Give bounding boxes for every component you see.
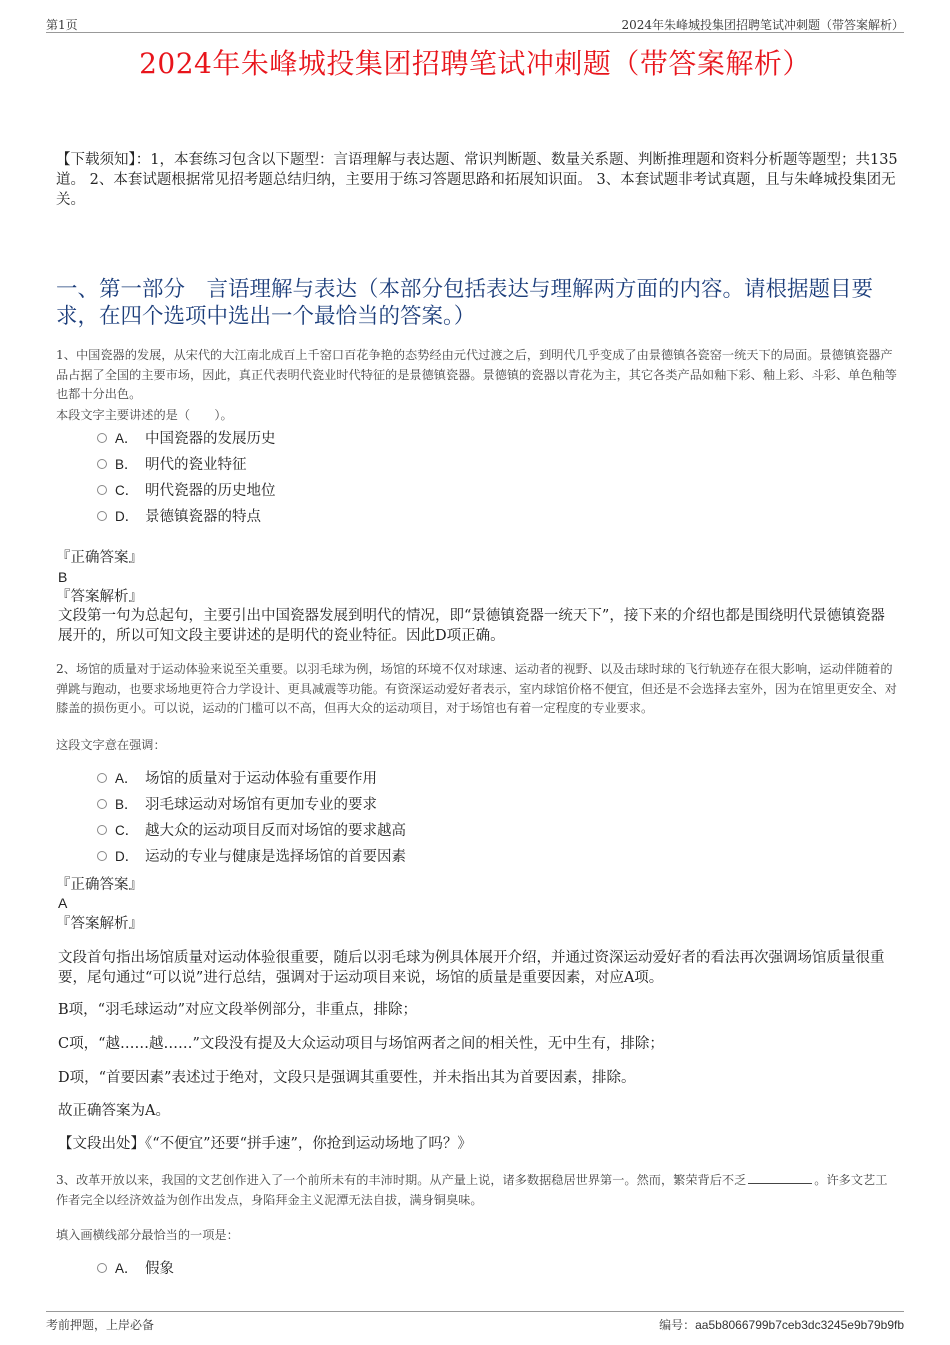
q3-stem: 3、改革开放以来，我国的文艺创作进入了一个前所未有的丰沛时期。从产量上说，诸多数据稳居世界第一。然而，繁荣背后不乏 。许多文艺工作者完全以经济效益为创作出发点，身陷拜金主义泥潭无法自拔，满身铜臭味。 [56, 1173, 888, 1207]
page-title: 2024年朱峰城投集团招聘笔试冲刺题（带答案解析） [139, 47, 811, 80]
q2-analysis-para: 故正确答案为A。 [58, 1103, 170, 1119]
radio-icon[interactable] [97, 459, 107, 469]
q1-option-d[interactable]: D． 景德镇瓷器的特点 [97, 507, 261, 527]
radio-icon[interactable] [97, 825, 107, 835]
q1-answer: B [58, 569, 68, 585]
q2-correct-label: 『正确答案』 [56, 877, 143, 893]
section-title: 一、第一部分 言语理解与表达（本部分包括表达与理解两方面的内容。请根据题目要求，在四个选项中选出一个最恰当的答案。） [56, 277, 874, 329]
q2-answer: A [58, 895, 68, 911]
q1-prompt: 本段文字主要讲述的是（ ）。 [56, 408, 233, 422]
download-notice: 【下载须知】：1，本套练习包含以下题型：言语理解与表达题、常识判断题、数量关系题、判断推理题和资料分析题等题型；共135道。 2、本套试题根据常见招考题总结归纳，主要用于练习答题思路和拓展知识面。 3、本套试题非考试真题，且与朱峰城投集团无关。 [56, 152, 898, 208]
radio-icon[interactable] [97, 799, 107, 809]
header-doc-title: 2024年朱峰城投集团招聘笔试冲刺题（带答案解析） [621, 18, 904, 32]
q2-option-c[interactable]: C． 越大众的运动项目反而对场馆的要求越高 [97, 821, 406, 841]
q1-option-c[interactable]: C． 明代瓷器的历史地位 [97, 481, 276, 501]
q1-analysis: 文段第一句为总起句，主要引出中国瓷器发展到明代的情况，即“景德镇瓷器一统天下”，接下来的介绍也都是围绕明代景德镇瓷器展开的，所以可知文段主要讲述的是明代的瓷业特征。因此D项正确。 [58, 608, 885, 644]
q2-analysis-para: B项，“羽毛球运动”对应文段举例部分，非重点，排除； [58, 1002, 417, 1018]
q3-option-a[interactable]: A． 假象 [97, 1259, 174, 1279]
q2-analysis-label: 『答案解析』 [56, 916, 143, 932]
radio-icon[interactable] [97, 851, 107, 861]
q1-stem: 1、中国瓷器的发展，从宋代的大江南北成百上千窑口百花争艳的态势经由元代过渡之后，到明代几乎变成了由景德镇各瓷窑一统天下的局面。景德镇瓷器产品占据了全国的主要市场，因此，真正代表明代瓷业时代特征的是景德镇瓷器。景德镇的瓷器以青花为主，其它各类产品如釉下彩、釉上彩、斗彩、单色釉等也都十分出色。 [56, 348, 897, 401]
radio-icon[interactable] [97, 485, 107, 495]
footer-code: 编号：aa5b8066799b7ceb3dc3245e9b79b9fb [659, 1318, 904, 1332]
q2-option-a[interactable]: A． 场馆的质量对于运动体验有重要作用 [97, 769, 377, 789]
page-header [46, 14, 904, 33]
q1-option-a[interactable]: A． 中国瓷器的发展历史 [97, 429, 276, 449]
q1-option-b[interactable]: B． 明代的瓷业特征 [97, 455, 247, 475]
q2-stem: 2、场馆的质量对于运动体验来说至关重要。以羽毛球为例，场馆的环境不仅对球速、运动者的视野、以及击球时球的飞行轨迹存在很大影响，运动伴随着的弹跳与跑动，也要求场地更符合力学设计、更具减震等功能。有资深运动爱好者表示，室内球馆价格不便宜，但还是不会选择去室外，因为在馆里更安全、对膝盖的损伤更小。可以说，运动的门槛可以不高，但再大众的运动项目，对于场馆也有着一定程度的专业要求。 [56, 662, 897, 715]
radio-icon[interactable] [97, 773, 107, 783]
radio-icon[interactable] [97, 1263, 107, 1273]
q2-option-d[interactable]: D． 运动的专业与健康是选择场馆的首要因素 [97, 847, 406, 867]
q2-prompt: 这段文字意在强调： [56, 738, 166, 752]
radio-icon[interactable] [97, 433, 107, 443]
q2-analysis-para: 文段首句指出场馆质量对运动体验很重要，随后以羽毛球为例具体展开介绍，并通过资深运动爱好者的看法再次强调场馆质量很重要，尾句通过“可以说”进行总结，强调对于运动项目来说，场馆的质量是重要因素，对应A项。 [58, 950, 885, 986]
q3-prompt: 填入画横线部分最恰当的一项是： [56, 1228, 239, 1242]
q1-correct-label: 『正确答案』 [56, 550, 143, 566]
radio-icon[interactable] [97, 511, 107, 521]
q2-analysis-para: D项，“首要因素”表述过于绝对，文段只是强调其重要性，并未指出其为首要因素，排除。 [58, 1070, 636, 1086]
q2-analysis-para: C项，“越……越……”文段没有提及大众运动项目与场馆两者之间的相关性，无中生有，排除； [58, 1036, 664, 1052]
fill-blank [748, 1171, 812, 1184]
footer-slogan: 考前押题，上岸必备 [46, 1318, 155, 1332]
q2-option-b[interactable]: B． 羽毛球运动对场馆有更加专业的要求 [97, 795, 377, 815]
q2-source: 【文段出处】《“不便宜”还要“拼手速”，你抢到运动场地了吗？》 [58, 1136, 472, 1152]
page-footer [46, 1311, 904, 1332]
page-number: 第1页 [46, 18, 78, 32]
q1-analysis-label: 『答案解析』 [56, 589, 143, 605]
